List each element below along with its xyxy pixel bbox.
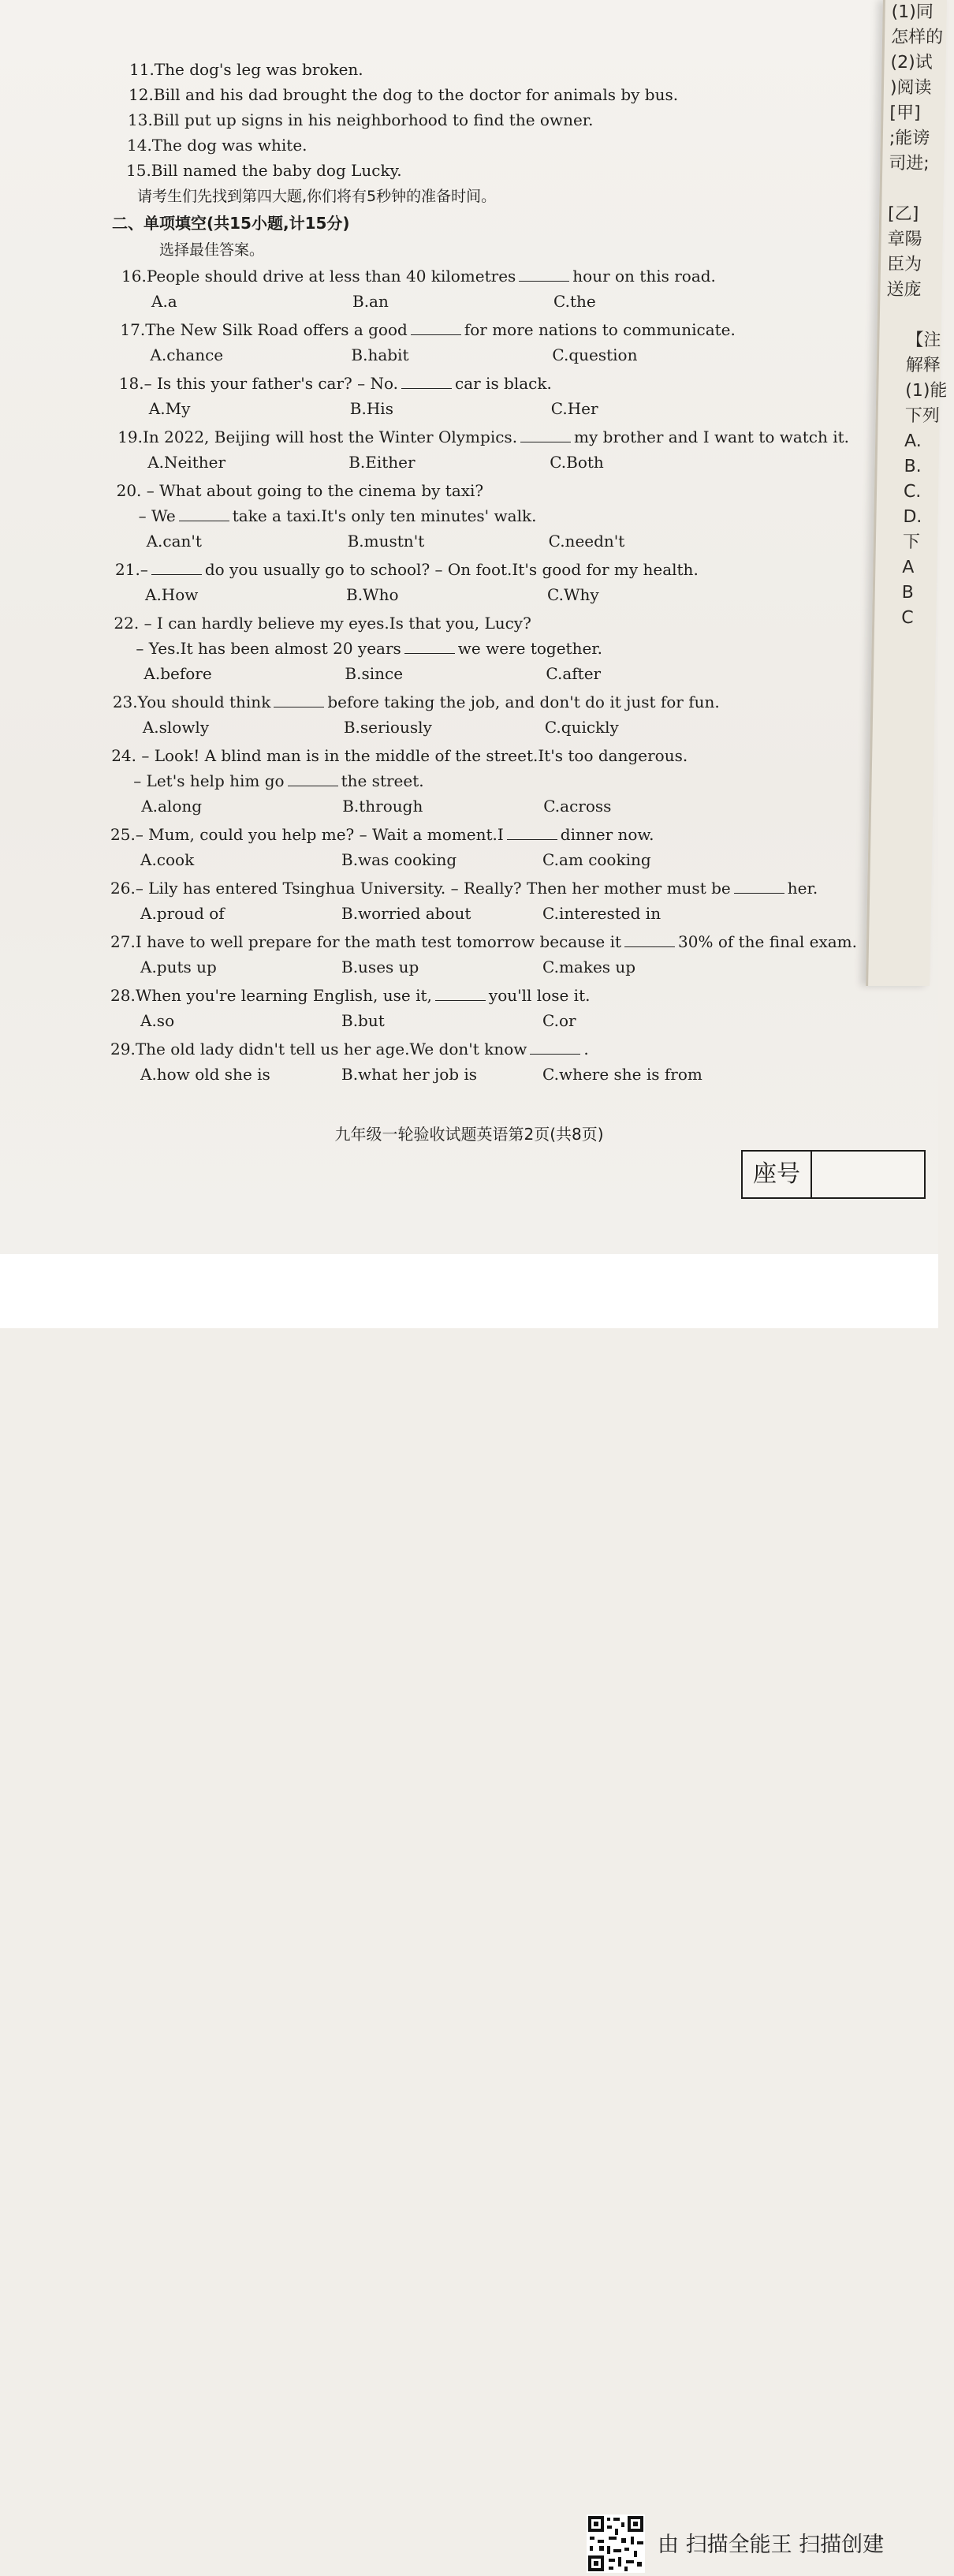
next-page-edge: [866, 0, 947, 986]
question-item: [121, 263, 828, 314]
question-number: 22.: [114, 614, 140, 633]
next-page-fragment: 【注: [906, 330, 941, 350]
question-number: 19.: [117, 427, 143, 446]
question-dialogue-line: [117, 478, 828, 503]
answer-options: [120, 342, 828, 368]
option-b: B.worried about: [341, 904, 471, 923]
answer-options: [110, 901, 828, 926]
option-b: B.habit: [351, 345, 409, 364]
option-a: A.How: [145, 585, 199, 604]
question-item: [110, 822, 828, 872]
next-page-fragment: (1)同: [891, 2, 934, 22]
listening-statement: 12.Bill and his dad brought the dog to the doctor for animals by bus.: [129, 85, 679, 104]
option-a: A.before: [143, 664, 212, 683]
question-text-after-blank: take a taxi.It's only ten minutes' walk.: [232, 506, 537, 525]
option-a: A.chance: [150, 345, 224, 364]
question-text-after-blank: .: [583, 1040, 589, 1058]
option-c: C.Both: [550, 453, 604, 472]
question-text: – Look! A blind man is in the middle of the street.It's too dangerous.: [141, 746, 688, 765]
question-stem: [110, 875, 828, 901]
question-item: [115, 557, 828, 607]
next-page-fragment: 送庞: [886, 280, 922, 300]
seat-number-box: [741, 1150, 926, 1199]
question-text-before-blank: The New Silk Road offers a good: [145, 320, 408, 339]
next-page-fragment: [881, 177, 944, 202]
option-b: B.an: [352, 292, 389, 311]
question-text: – What about going to the cinema by taxi?: [146, 481, 484, 500]
question-stem: [110, 929, 857, 954]
question-item: [110, 929, 857, 980]
option-b: B.Either: [348, 453, 416, 472]
answer-blank: [404, 639, 455, 654]
next-page-fragment: C: [901, 608, 914, 628]
next-page-fragment: 怎样的: [890, 28, 944, 47]
section-title: 二、单项填空(共15小题,计15分): [112, 214, 350, 233]
question-dialogue-line: [111, 743, 828, 768]
answer-blank: [507, 825, 557, 840]
question-number: 24.: [111, 746, 137, 765]
question-text-before-blank: I have to well prepare for the math test tomorrow because it: [135, 932, 622, 951]
option-c: C.question: [552, 345, 638, 364]
option-c: C.Her: [550, 399, 598, 418]
question-dialogue-line: [114, 610, 828, 636]
answer-options: [117, 528, 828, 554]
option-b: B.was cooking: [341, 850, 457, 869]
option-a: A.along: [141, 797, 203, 816]
next-page-fragment: C.: [903, 482, 922, 502]
question-number: 27.: [110, 932, 136, 951]
option-c: C.Why: [547, 585, 599, 604]
answer-options: [110, 1062, 828, 1087]
option-c: C.makes up: [542, 958, 636, 976]
question-text-before-blank: – Yes.It has been almost 20 years: [136, 639, 401, 658]
question-stem: [117, 424, 850, 450]
question-number: 18.: [118, 374, 144, 393]
question-text-before-blank: – Lily has entered Tsinghua University. – Really? Then her mother must be: [135, 879, 731, 898]
question-number: 23.: [112, 693, 138, 711]
next-page-fragment: (1)能: [905, 381, 948, 401]
question-text-before-blank: – Mum, could you help me? – Wait a moment.I: [135, 825, 504, 844]
question-text-before-blank: You should think: [137, 693, 271, 711]
answer-blank: [288, 771, 338, 786]
question-text-before-blank: – Is this your father's car? – No.: [143, 374, 398, 393]
listening-statement: 13.Bill put up signs in his neighborhood to find the owner.: [128, 110, 594, 129]
question-stem: [110, 1036, 828, 1062]
option-b: B.what her job is: [341, 1065, 478, 1084]
scanner-credit-text: 由 扫描全能王 扫描创建: [658, 2533, 885, 2557]
next-page-fragment: A: [902, 558, 915, 577]
answer-blank: [624, 932, 675, 947]
question-stem: [121, 263, 828, 289]
answer-options: [110, 954, 828, 980]
question-stem: [113, 689, 828, 715]
question-item: [110, 1036, 828, 1087]
question-text-after-blank: for more nations to communicate.: [464, 320, 736, 339]
question-item: [110, 983, 828, 1033]
next-page-fragment: 臣为: [886, 255, 922, 274]
question-text-before-blank: People should drive at less than 40 kilometres: [146, 267, 516, 286]
question-item: [117, 478, 828, 554]
question-item: [111, 743, 828, 819]
option-c: C.am cooking: [542, 850, 651, 869]
question-text-before-blank: –: [140, 560, 148, 579]
answer-options: [113, 715, 828, 740]
option-a: A.how old she is: [140, 1065, 270, 1084]
next-page-fragment: )阅读: [889, 78, 932, 98]
question-stem: [117, 503, 828, 528]
next-page-fragment: ;能谤: [889, 129, 930, 148]
option-a: A.cook: [140, 850, 195, 869]
option-a: A.My: [148, 399, 191, 418]
listening-statement: 15.Bill named the baby dog Lucky.: [126, 161, 402, 180]
next-page-fragment: B.: [904, 457, 922, 476]
question-text-after-blank: the street.: [341, 771, 424, 790]
question-number: 26.: [110, 879, 136, 898]
answer-blank: [274, 693, 324, 707]
answer-blank: [519, 267, 569, 282]
question-stem: [115, 557, 828, 582]
question-number: 21.: [115, 560, 140, 579]
next-page-fragment: [乙]: [887, 204, 919, 224]
option-a: A.can't: [146, 532, 202, 551]
question-number: 28.: [110, 986, 136, 1005]
answer-options: [121, 289, 828, 314]
question-text-after-blank: dinner now.: [560, 825, 654, 844]
answer-options: [110, 1008, 828, 1033]
option-b: B.seriously: [343, 718, 432, 737]
question-text-after-blank: do you usually go to school? – On foot.It's good for my health.: [204, 560, 699, 579]
answer-blank: [411, 320, 461, 335]
answer-blank: [734, 879, 784, 894]
answer-options: [117, 450, 828, 475]
option-c: C.across: [543, 797, 612, 816]
listening-statement: 11.The dog's leg was broken.: [129, 60, 363, 79]
next-page-fragment: 章陽: [887, 230, 922, 249]
next-page-fragment: 解释: [905, 356, 941, 375]
option-b: B.Who: [346, 585, 399, 604]
option-a: A.so: [140, 1011, 175, 1030]
question-number: 29.: [110, 1040, 136, 1058]
option-a: A.slowly: [142, 718, 210, 737]
answer-blank: [179, 506, 229, 521]
option-c: C.interested in: [542, 904, 661, 923]
question-text-after-blank: hour on this road.: [572, 267, 716, 286]
option-a: A.puts up: [140, 958, 217, 976]
next-page-fragment: B: [901, 583, 915, 603]
answer-blank: [151, 560, 202, 575]
answer-blank: [401, 374, 452, 389]
option-b: B.His: [349, 399, 393, 418]
answer-blank: [520, 427, 571, 442]
option-b: B.uses up: [341, 958, 419, 976]
option-c: C.quickly: [544, 718, 619, 737]
answer-options: [110, 847, 828, 872]
next-page-fragment: A.: [904, 431, 922, 451]
scanner-watermark: [0, 1254, 938, 2557]
answer-blank: [530, 1040, 580, 1055]
question-text-after-blank: you'll lose it.: [488, 986, 591, 1005]
next-page-fragment: (2)试: [890, 53, 933, 73]
answer-options: [115, 582, 828, 607]
answer-options: [119, 396, 828, 421]
listening-note: 请考生们先找到第四大题,你们将有5秒钟的准备时间。: [137, 188, 497, 205]
question-number: 20.: [116, 481, 142, 500]
listening-statements: [118, 57, 828, 183]
option-a: A.a: [151, 292, 177, 311]
option-c: C.or: [542, 1011, 576, 1030]
next-page-fragment: 下: [902, 532, 921, 552]
answer-blank: [435, 986, 486, 1001]
option-a: A.Neither: [147, 453, 226, 472]
qr-code-icon: [587, 2514, 645, 2573]
question-item: [120, 317, 828, 368]
question-stem: [110, 983, 828, 1008]
next-page-fragment: 下列: [904, 406, 940, 426]
answer-options: [114, 661, 828, 686]
page-footer: 九年级一轮验收试题英语第2页(共8页): [334, 1125, 604, 1144]
next-page-fragment: [880, 303, 942, 328]
option-c: C.the: [553, 292, 596, 311]
question-stem: [110, 822, 828, 847]
question-item: [117, 424, 850, 475]
option-b: B.through: [342, 797, 423, 816]
question-number: 17.: [120, 320, 146, 339]
question-text-before-blank: – Let's help him go: [133, 771, 285, 790]
option-c: C.after: [546, 664, 602, 683]
question-text-before-blank: When you're learning English, use it,: [135, 986, 432, 1005]
question-text-after-blank: before taking the job, and don't do it just for fun.: [327, 693, 720, 711]
question-list: [110, 263, 857, 1087]
question-text: – I can hardly believe my eyes.Is that you, Lucy?: [143, 614, 531, 633]
option-c: C.needn't: [548, 532, 625, 551]
listening-statement: 14.The dog was white.: [127, 136, 307, 155]
next-page-fragment: [甲]: [889, 103, 921, 123]
option-c: C.where she is from: [542, 1065, 702, 1084]
question-text-before-blank: In 2022, Beijing will host the Winter Olympics.: [143, 427, 518, 446]
question-stem: [114, 636, 828, 661]
option-b: B.since: [345, 664, 404, 683]
question-number: 16.: [121, 267, 147, 286]
question-item: [110, 875, 828, 926]
option-a: A.proud of: [140, 904, 225, 923]
question-item: [114, 610, 828, 686]
next-page-fragment: D.: [903, 507, 922, 527]
question-stem: [120, 317, 828, 342]
option-b: B.mustn't: [347, 532, 425, 551]
question-stem: [111, 768, 828, 793]
question-text-after-blank: her.: [787, 879, 818, 898]
question-text-after-blank: we were together.: [457, 639, 603, 658]
section-instruction: 选择最佳答案。: [159, 241, 265, 259]
question-text-after-blank: car is black.: [455, 374, 552, 393]
question-text-before-blank: The old lady didn't tell us her age.We don't know: [135, 1040, 527, 1058]
question-text-before-blank: – We: [138, 506, 176, 525]
option-b: B.but: [341, 1011, 385, 1030]
next-page-fragment: 司进;: [889, 154, 930, 174]
question-text-after-blank: 30% of the final exam.: [678, 932, 857, 951]
seat-number-label: 座号: [743, 1152, 812, 1197]
question-stem: [119, 371, 828, 396]
question-number: 25.: [110, 825, 136, 844]
question-text-after-blank: my brother and I want to watch it.: [574, 427, 850, 446]
question-item: [113, 689, 828, 740]
answer-options: [111, 793, 828, 819]
question-item: [119, 371, 828, 421]
exam-content: [110, 57, 857, 1090]
